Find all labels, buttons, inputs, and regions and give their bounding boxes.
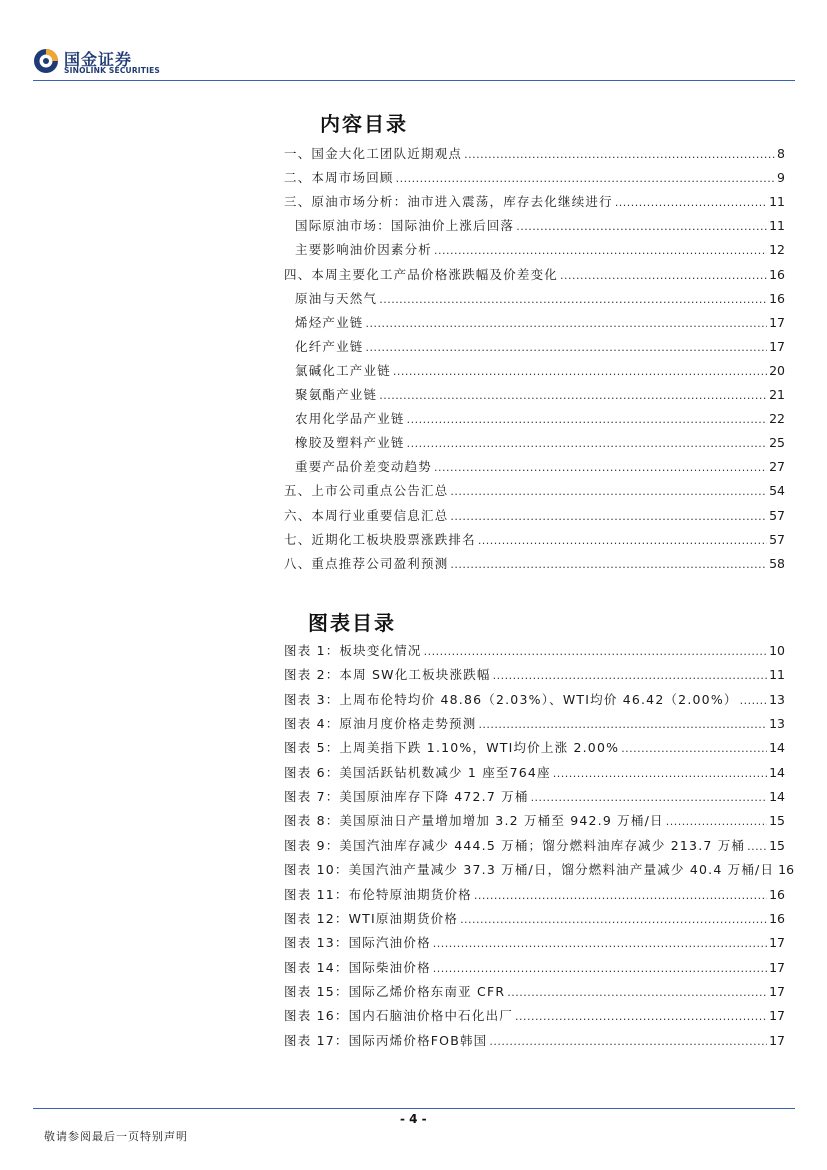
toc-entry-label: 氯碱化工产业链 [295,362,391,378]
toc-entry-page-number: 57 [769,531,785,547]
toc-entry-page-number: 54 [769,483,785,499]
toc-entry-label: 八、重点推荐公司盈利预测 [284,555,449,571]
figure-entry-label: 图表 15：国际乙烯价格东南亚 CFR [284,983,506,999]
dot-leader [366,317,768,331]
toc-entry[interactable] [295,359,785,379]
toc-entry[interactable] [295,407,785,427]
figure-entry-label: 图表 11：布伦特原油期货价格 [284,886,472,902]
figure-entry-page-number: 15 [769,837,785,853]
figure-entry-page-number: 11 [769,667,785,683]
toc-entry-page-number: 17 [769,338,785,354]
toc-entry-label: 四、本周主要化工产品价格涨跌幅及价差变化 [284,266,559,282]
figure-entry[interactable] [284,858,795,878]
dot-leader [366,341,768,355]
dot-leader [460,913,767,927]
toc-entry-label: 聚氨酯产业链 [295,387,378,402]
dot-leader [478,718,767,732]
dot-leader [531,791,768,805]
toc-entry-label: 重要产品价差变动趋势 [295,459,433,475]
toc-entry[interactable] [284,142,785,162]
figure-entry-label: 图表 6：美国活跃钻机数减少 1 座至764座 [284,764,551,780]
toc-entry-page-number: 16 [769,266,785,282]
dot-leader [393,365,767,379]
dot-leader [450,485,767,499]
figure-entry-page-number: 16 [769,910,785,926]
figure-entry-page-number: 16 [778,862,795,878]
toc-entry-page-number: 8 [777,146,785,161]
figure-entry[interactable] [284,736,785,756]
dot-leader [424,645,767,659]
figure-entry-label: 图表 5：上周美指下跌 1.10%，WTI均价上涨 2.00% [284,740,620,756]
toc-entry-page-number: 11 [769,194,785,210]
toc-title: 内容目录 [320,112,408,136]
dot-leader [666,815,767,829]
toc-entry[interactable] [284,263,785,283]
figure-entry-page-number: 17 [769,1032,785,1048]
figure-entry-page-number: 17 [769,935,785,951]
toc-entry-label: 七、近期化工板块股票涨跌排名 [284,531,476,547]
dot-leader [433,937,767,951]
figure-entry[interactable] [284,688,785,708]
toc-entry-label: 农用化学品产业链 [295,411,405,427]
figure-entry-label: 图表 1：板块变化情况 [284,643,422,658]
toc-entry-page-number: 58 [769,555,785,571]
dot-leader [474,889,767,903]
figure-entry-label: 图表 12：WTI原油期货价格 [284,910,459,926]
dot-leader [493,669,767,683]
figure-entry-label: 图表 9：美国汽油库存减少 444.5 万桶；馏分燃料油库存减少 213.7 万桶 [284,837,746,853]
header-divider [33,80,795,81]
dot-leader [379,293,767,307]
toc-entry-label: 一、国金大化工团队近期观点 [284,146,463,161]
dot-leader [516,220,767,234]
page-number: - 4 - [400,1112,427,1126]
dot-leader [560,269,767,283]
toc-entry-page-number: 22 [769,411,785,427]
dot-leader [407,413,767,427]
footer-divider [33,1108,795,1109]
figure-entry-page-number: 17 [769,983,785,999]
toc-entry-page-number: 9 [777,170,785,186]
dot-leader [621,742,767,756]
toc-entry-page-number: 16 [769,290,785,306]
toc-entry-page-number: 57 [769,507,785,523]
dot-leader [379,389,767,403]
toc-entry-page-number: 12 [769,242,785,258]
figure-entry[interactable] [284,785,785,805]
toc-entry[interactable] [295,455,785,475]
toc-entry-page-number: 25 [769,435,785,451]
figure-entry[interactable] [284,761,785,781]
dot-leader [489,1035,767,1049]
toc-entry[interactable] [295,311,785,331]
toc-entry-page-number: 20 [769,362,785,378]
figure-entry[interactable] [284,663,785,683]
toc-entry-page-number: 17 [769,314,785,330]
dot-leader [515,1010,767,1024]
toc-entry[interactable] [295,431,785,451]
figure-entry-page-number: 17 [769,959,785,975]
figure-entry[interactable] [284,1004,785,1024]
toc-entry[interactable] [284,190,785,210]
toc-entry[interactable] [284,166,785,186]
dot-leader [450,558,767,572]
toc-entry[interactable] [295,335,785,355]
toc-entry-label: 三、原油市场分析：油市进入震荡，库存去化继续进行 [284,194,613,210]
figure-entry-page-number: 15 [769,813,785,829]
figure-entry[interactable] [284,907,785,927]
figure-entry-page-number: 14 [769,764,785,780]
toc-entry[interactable] [295,238,785,258]
toc-entry[interactable] [295,214,785,234]
logo-english-name: SINOLINK SECURITIES [64,66,161,75]
figure-entry-page-number: 13 [769,691,785,707]
figure-entry-page-number: 13 [769,716,785,732]
dot-leader [478,534,767,548]
toc-entry-page-number: 11 [769,218,785,234]
figure-entry-label: 图表 8：美国原油日产量增加增加 3.2 万桶至 942.9 万桶/日 [284,813,664,829]
figure-entry-label: 图表 14：国际柴油价格 [284,959,431,975]
figure-entry-label: 图表 4：原油月度价格走势预测 [284,716,477,732]
toc-entry-label: 国际原油市场：国际油价上涨后回落 [295,218,515,234]
figure-entry[interactable] [284,931,785,951]
figure-entry-page-number: 17 [769,1008,785,1024]
toc-entry[interactable] [284,528,785,548]
figure-list-title: 图表目录 [308,611,396,635]
toc-entry-label: 主要影响油价因素分析 [295,242,433,258]
figure-entry-label: 图表 10：美国汽油产量减少 37.3 万桶/日，馏分燃料油产量减少 40.4 万桶/日 [284,862,775,878]
figure-entry[interactable] [284,980,785,1000]
toc-entry-label: 二、本周市场回顾 [284,170,394,186]
figure-entry-label: 图表 13：国际汽油价格 [284,935,431,951]
figure-entry-label: 图表 16：国内石脑油价格中石化出厂 [284,1008,513,1024]
company-logo [33,46,163,78]
toc-entry[interactable] [284,479,785,499]
toc-entry-label: 化纤产业链 [295,338,364,354]
dot-leader [396,172,775,186]
dot-leader [615,196,767,210]
dot-leader [434,461,767,475]
figure-entry-page-number: 14 [769,740,785,756]
figure-entry[interactable] [284,956,785,976]
dot-leader [747,840,767,854]
figure-entry[interactable] [284,1029,785,1049]
dot-leader [450,510,767,524]
toc-entry[interactable] [295,383,785,403]
figure-entry[interactable] [284,639,785,659]
toc-entry[interactable] [284,504,785,524]
figure-entry[interactable] [284,712,785,732]
toc-entry-label: 五、上市公司重点公告汇总 [284,483,449,499]
logo-chinese-name: 国金证券 [64,50,133,69]
dot-leader [433,962,767,976]
dot-leader [407,437,767,451]
figure-entry-label: 图表 7：美国原油库存下降 472.7 万桶 [284,789,529,805]
toc-entry[interactable] [284,552,785,572]
figure-entry[interactable] [284,809,785,829]
dot-leader [434,244,767,258]
dot-leader [740,694,767,708]
toc-entry-page-number: 21 [769,387,785,402]
logo-mark-icon [33,48,59,74]
toc-entry-label: 六、本周行业重要信息汇总 [284,507,449,523]
page-header [0,0,827,82]
toc-entry-label: 原油与天然气 [295,290,378,306]
figure-entry-label: 图表 17：国际丙烯价格FOB韩国 [284,1032,488,1048]
toc-entry[interactable] [295,287,785,307]
disclaimer-text: 敬请参阅最后一页特别声明 [44,1130,188,1143]
figure-entry-page-number: 16 [769,886,785,902]
figure-entry-page-number: 14 [769,789,785,805]
figure-entry-page-number: 10 [769,643,785,658]
toc-entry-label: 烯烃产业链 [295,314,364,330]
figure-entry-label: 图表 3：上周布伦特均价 48.86（2.03%）、WTI均价 46.42（2.00%） [284,691,738,707]
figure-entry[interactable] [284,834,785,854]
dot-leader [553,767,767,781]
toc-entry-label: 橡胶及塑料产业链 [295,435,405,451]
figure-entry[interactable] [284,883,785,903]
dot-leader [507,986,767,1000]
dot-leader [464,148,775,162]
toc-entry-page-number: 27 [769,459,785,475]
figure-entry-label: 图表 2：本周 SW化工板块涨跌幅 [284,667,491,683]
